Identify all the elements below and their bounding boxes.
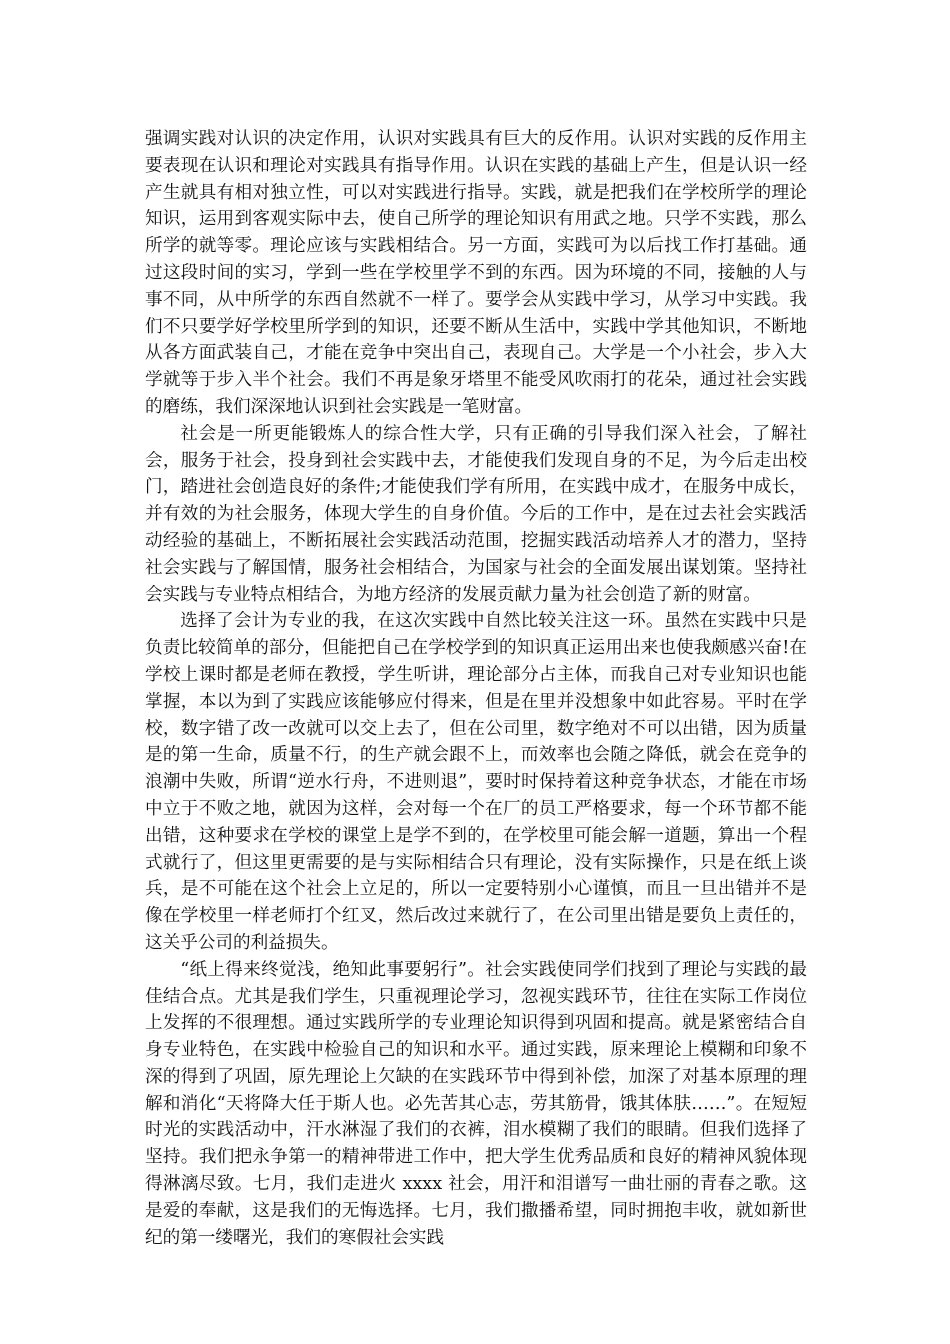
paragraph-4: “纸上得来终觉浅，绝知此事要躬行”。社会实践使同学们找到了理论与实践的最佳结合点。尤其是我们学生，只重视理论学习，忽视实践环节，往往在实际工作岗位上发挥的不很理想。通过实践所学的专业理论知识得到巩固和提高。就是紧密结合自身专业特色，在实践中检验自己的知识和水平。通过实践，原来理论上模糊和印象不深的得到了巩固，原先理论上欠缺的在实践环节中得到补偿，加深了对基本原理的理解和消化“天将降大任于斯人也。必先苦其心志，劳其筋骨，饿其体肤……”。在短短时光的实践活动中，汗水淋湿了我们的衣裤，泪水模糊了我们的眼睛。但我们选择了坚持。我们把永争第一的精神带进工作中，把大学生优秀品质和良好的精神风貌体现得淋漓尽致。七月，我们走进火 xxxx 社会，用汗和泪谱写一曲壮丽的青春之歌。这是爱的奉献，这是我们的无悔选择。七月，我们撒播希望，同时拥抱丰收，就如新世纪的第一缕曙光，我们的寒假社会实践: [145, 959, 807, 1248]
paragraph-2: 社会是一所更能锻炼人的综合性大学，只有正确的引导我们深入社会，了解社会，服务于社会，投身到社会实践中去，才能使我们发现自身的不足，为今后走出校门，踏进社会创造良好的条件;才能使我们学有所用，在实践中成才，在服务中成长，并有效的为社会服务，体现大学生的自身价值。今后的工作中，是在过去社会实践活动经验的基础上，不断拓展社会实践活动范围，挖掘实践活动培养人才的潜力，坚持社会实践与了解国情，服务社会相结合，为国家与社会的全面发展出谋划策。坚持社会实践与专业特点相结合，为地方经济的发展贡献力量为社会创造了新的财富。: [145, 423, 807, 605]
document-body: [145, 126, 807, 1251]
paragraph-1: 强调实践对认识的决定作用，认识对实践具有巨大的反作用。认识对实践的反作用主要表现在认识和理论对实践具有指导作用。认识在实践的基础上产生，但是认识一经产生就具有相对独立性，可以对实践进行指导。实践，就是把我们在学校所学的理论知识，运用到客观实际中去，使自己所学的理论知识有用武之地。只学不实践，那么所学的就等零。理论应该与实践相结合。另一方面，实践可为以后找工作打基础。通过这段时间的实习，学到一些在学校里学不到的东西。因为环境的不同，接触的人与事不同，从中所学的东西自然就不一样了。要学会从实践中学习，从学习中实践。我们不只要学好学校里所学到的知识，还要不断从生活中，实践中学其他知识，不断地从各方面武装自己，才能在竞争中突出自己，表现自己。大学是一个小社会，步入大学就等于步入半个社会。我们不再是象牙塔里不能受风吹雨打的花朵，通过社会实践的磨练，我们深深地认识到社会实践是一笔财富。: [145, 129, 807, 417]
paragraph-3: 选择了会计为专业的我，在这次实践中自然比较关注这一环。虽然在实践中只是负责比较简单的部分，但能把自己在学校学到的知识真正运用出来也使我颇感兴奋!在学校上课时都是老师在教授，学生听讲，理论部分占主体，而我自己对专业知识也能掌握，本以为到了实践应该能够应付得来，但是在里并没想象中如此容易。平时在学校，数字错了改一改就可以交上去了，但在公司里，数字绝对不可以出错，因为质量是的第一生命，质量不行，的生产就会跟不上，而效率也会随之降低，就会在竞争的浪潮中失败，所谓“逆水行舟，不进则退”，要时时保持着这种竞争状态，才能在市场中立于不败之地，就因为这样，会对每一个在厂的员工严格要求，每一个环节都不能出错，这种要求在学校的课堂上是学不到的，在学校里可能会解一道题，算出一个程式就行了，但这里更需要的是与实际相结合只有理论，没有实际操作，只是在纸上谈兵，是不可能在这个社会上立足的，所以一定要特别小心谨慎，而且一旦出错并不是像在学校里一样老师打个红叉，然后改过来就行了，在公司里出错是要负上责任的，这关乎公司的利益损失。: [145, 611, 807, 953]
